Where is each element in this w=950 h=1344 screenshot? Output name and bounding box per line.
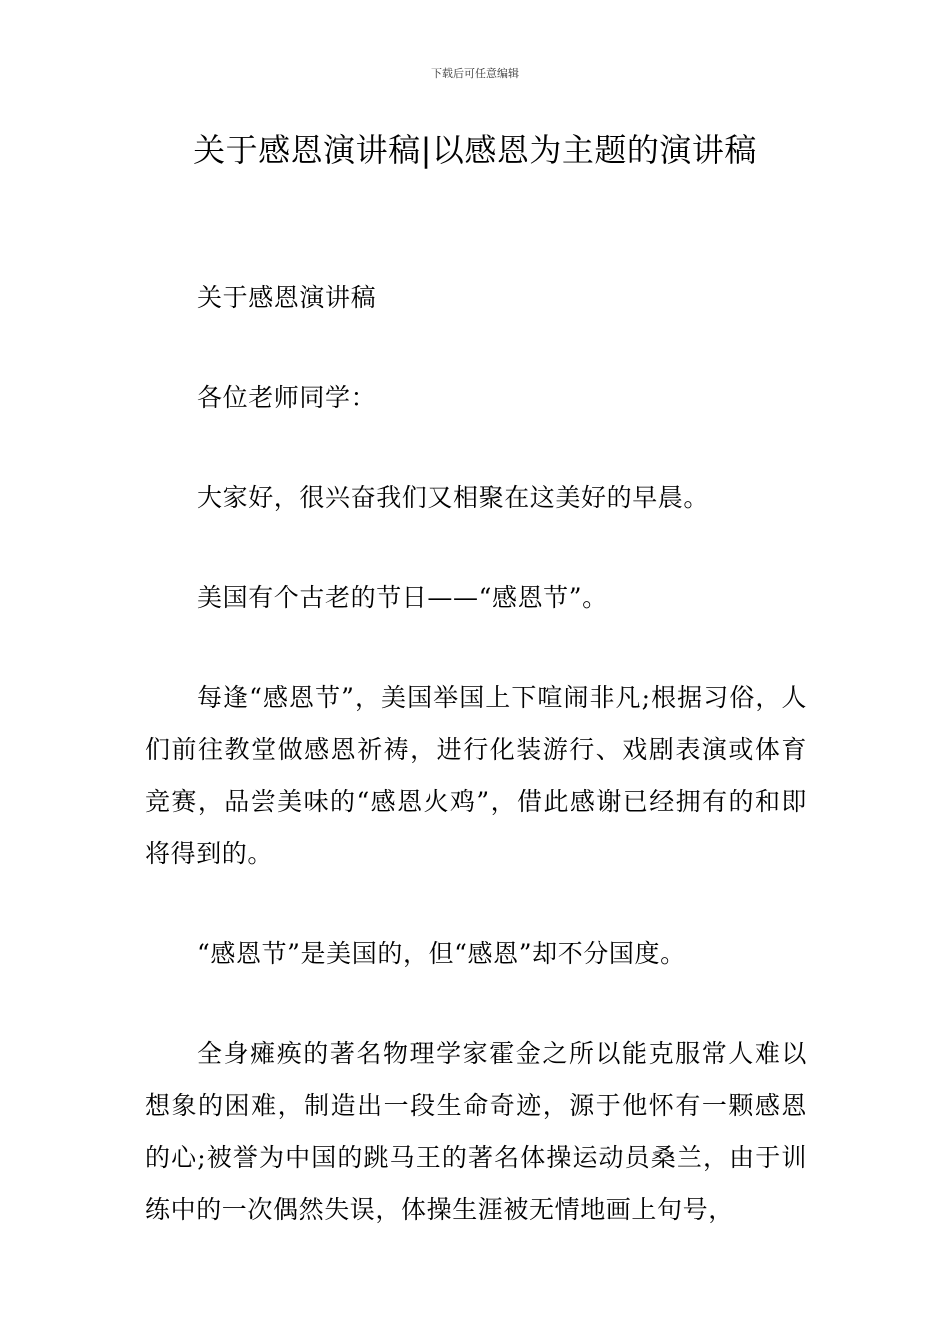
paragraph-thanksgiving-customs: 每逢“感恩节”，美国举国上下喧闹非凡;根据习俗，人们前往教堂做感恩祈祷，进行化装游行、戏剧表演或体育竞赛，品尝美味的“感恩火鸡”，借此感谢已经拥有的和即将得到的。 — [145, 683, 807, 868]
document-body — [145, 272, 807, 1236]
paragraph-heading: 关于感恩演讲稿 — [197, 283, 377, 312]
paragraph-gratitude-universal: “感恩节”是美国的，但“感恩”却不分国度。 — [197, 939, 686, 968]
document-title: 关于感恩演讲稿|以感恩为主题的演讲稿 — [193, 131, 757, 169]
paragraph-greeting: 大家好，很兴奋我们又相聚在这美好的早晨。 — [197, 483, 710, 512]
paragraph-thanksgiving-intro: 美国有个古老的节日——“感恩节”。 — [197, 583, 608, 612]
paragraph-salutation: 各位老师同学： — [197, 383, 377, 412]
paragraph-examples: 全身瘫痪的著名物理学家霍金之所以能克服常人难以想象的困难，制造出一段生命奇迹，源于他怀有一颗感恩的心;被誉为中国的跳马王的著名体操运动员桑兰，由于训练中的一次偶然失误，体操生涯被无情地画上句号， — [145, 1039, 807, 1224]
header-note: 下载后可任意编辑 — [431, 67, 519, 80]
